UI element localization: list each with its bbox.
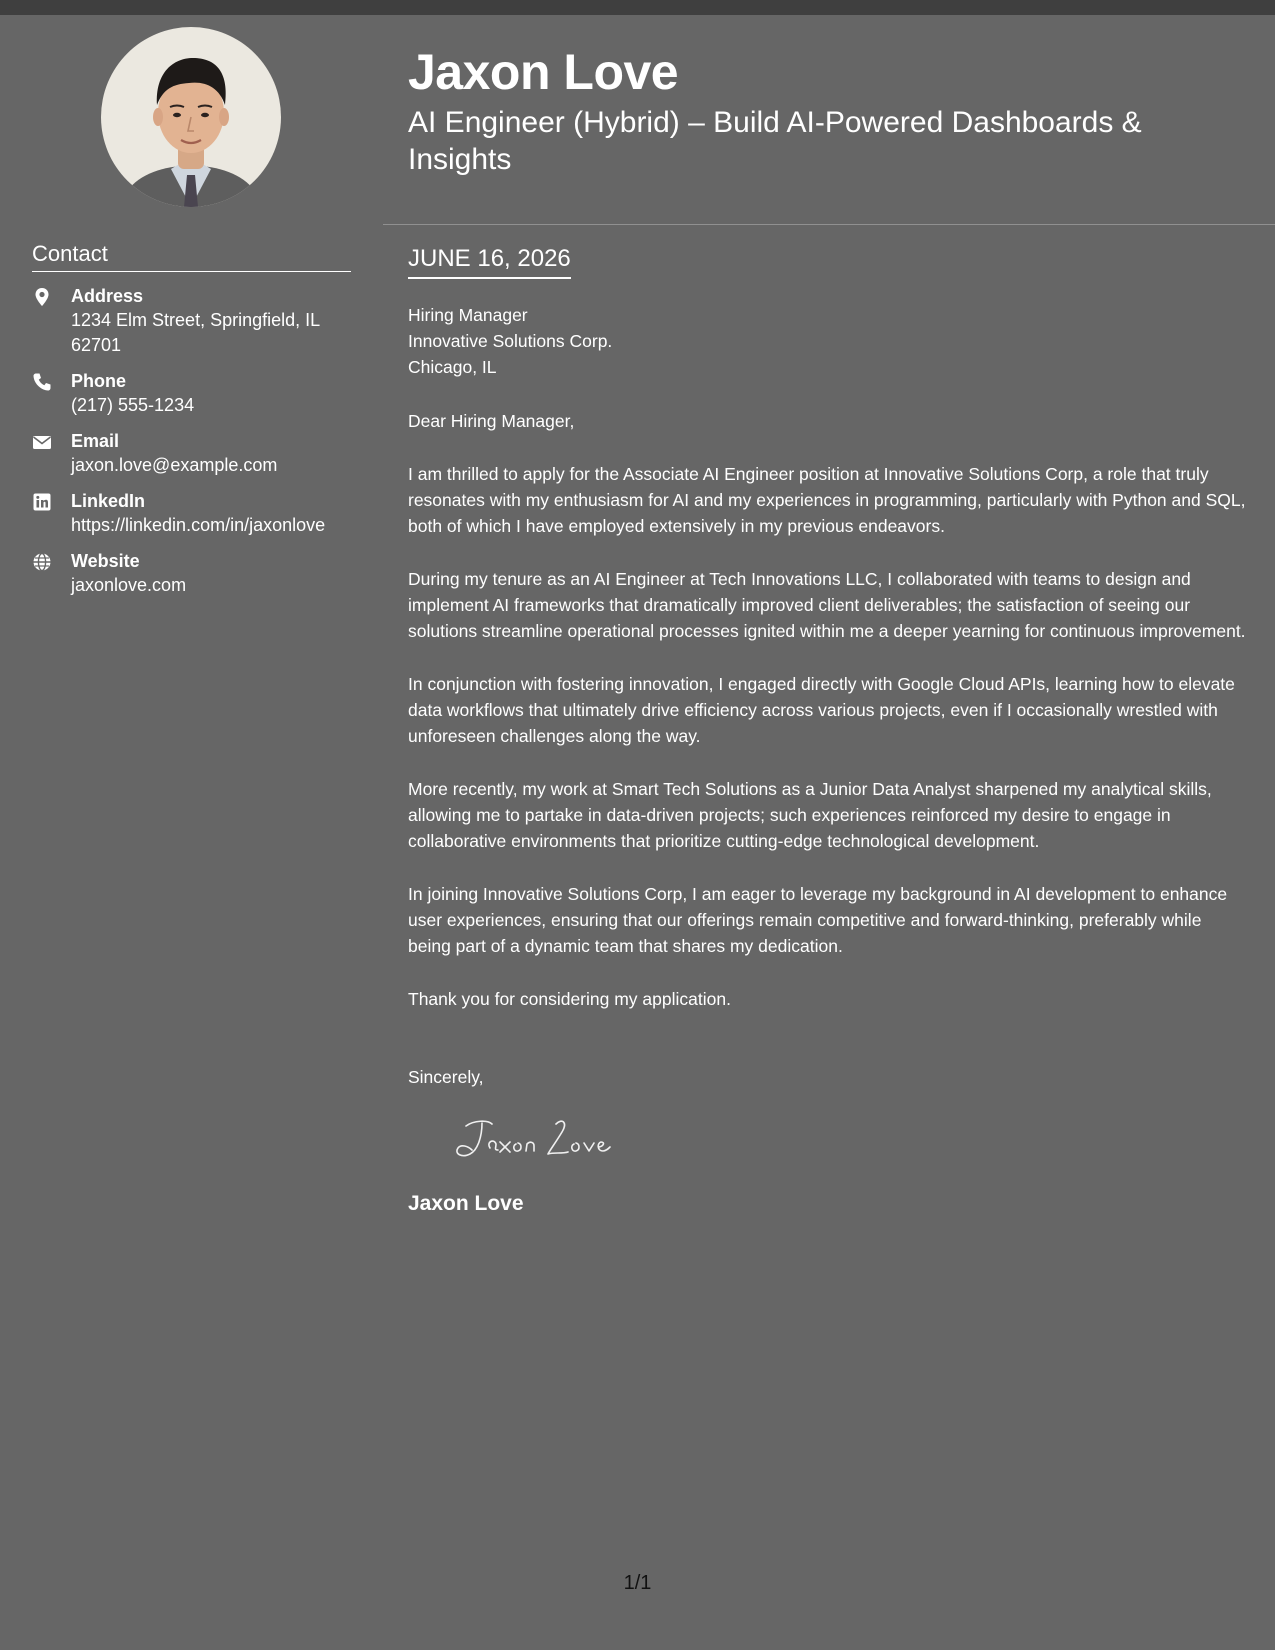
header-divider [383,224,1275,225]
letter-date: JUNE 16, 2026 [408,244,571,279]
contact-item-email [32,429,362,478]
recipient-block [408,302,1248,380]
letter-paragraph: During my tenure as an AI Engineer at Tech Innovations LLC, I collaborated with teams to design and implement AI frameworks that dramatically improved client deliverables; the satisfaction of seeing our solutions streamline operational processes ignited within me a deeper yearning for continuous improvement. [408,569,1246,641]
phone-value: (217) 555-1234 [71,395,195,415]
page-number: 1/1 [623,1572,652,1594]
closing: Sincerely, [408,1067,484,1087]
letter-paragraph: Thank you for considering my application. [408,989,731,1009]
contact-label: Address [71,286,144,306]
linkedin-value[interactable]: https://linkedin.com/in/jaxonlove [71,515,326,535]
top-band [0,0,1275,15]
phone-icon [32,372,52,392]
profile-photo [101,27,281,207]
contact-heading: Contact [32,240,351,272]
contact-label: Website [71,551,140,571]
salutation: Dear Hiring Manager, [408,411,575,431]
website-value[interactable]: jaxonlove.com [71,575,187,595]
address-value: 1234 Elm Street, Springfield, IL 62701 [71,310,320,355]
linkedin-icon [32,492,52,512]
contact-item-website [32,549,362,598]
contact-label: Email [71,431,120,451]
letter-paragraph: I am thrilled to apply for the Associate AI Engineer position at Innovative Solutions Corp, a role that truly resonates with my enthusiasm for AI and my experiences in programming, particularly with Python and SQL, both of which I have employed extensively in my previous endeavors. [408,464,1246,536]
recipient-line: Hiring Manager [408,305,528,325]
recipient-line: Chicago, IL [408,357,497,377]
handwritten-signature [452,1114,1248,1174]
letter-paragraph: In joining Innovative Solutions Corp, I am eager to leverage my background in AI development to enhance user experiences, ensuring that our offerings remain competitive and forward-thinking, preferably while being part of a dynamic team that shares my dedication. [408,884,1228,956]
envelope-icon [32,432,52,452]
applicant-name: Jaxon Love [408,44,679,100]
signer-name: Jaxon Love [408,1192,524,1215]
contact-item-phone [32,369,362,418]
contact-item-address [32,284,362,358]
contact-item-linkedin [32,489,362,538]
globe-icon [32,552,52,572]
contact-list [32,284,362,609]
letter-body [408,302,1248,1218]
contact-label: LinkedIn [71,491,146,511]
job-title: AI Engineer (Hybrid) – Build AI-Powered Dashboards & Insights [408,106,1142,176]
contact-label: Phone [71,371,127,391]
letter-paragraph: In conjunction with fostering innovation, I engaged directly with Google Cloud APIs, learning how to elevate data workflows that ultimately drive efficiency across various projects, even if I occasionally wrestled with unforeseen challenges along the way. [408,674,1235,746]
map-pin-icon [32,287,52,307]
email-value[interactable]: jaxon.love@example.com [71,455,278,475]
recipient-line: Innovative Solutions Corp. [408,331,613,351]
letter-paragraph: More recently, my work at Smart Tech Solutions as a Junior Data Analyst sharpened my analytical skills, allowing me to partake in data-driven projects; such experiences reinforced my desire to engage in collaborative environments that prioritize cutting-edge technological development. [408,779,1212,851]
